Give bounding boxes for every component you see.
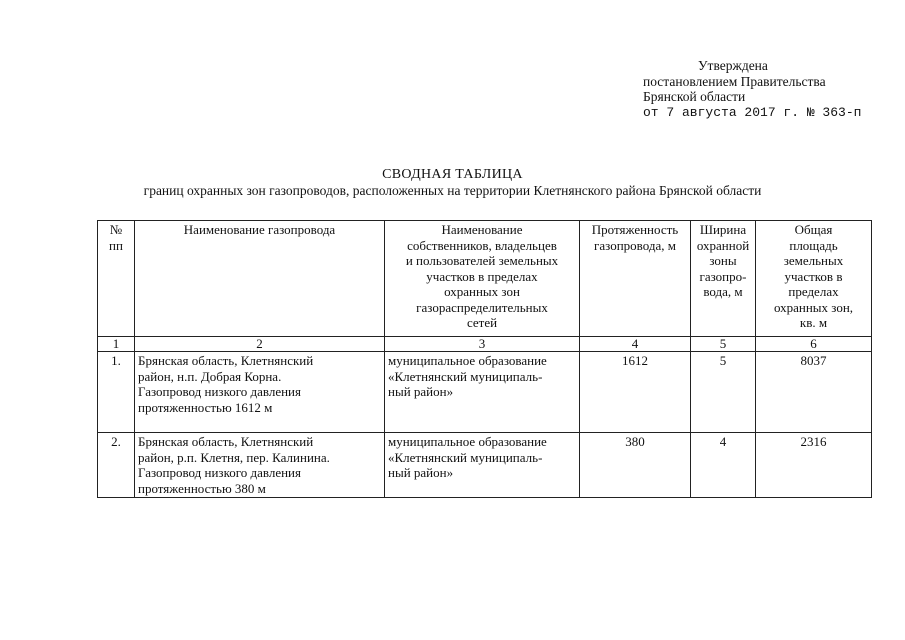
- table-header-row: [98, 221, 872, 337]
- row-area: 2316: [756, 433, 872, 498]
- row-owners: муниципальное образование «Клетнянский муниципаль- ный район»: [385, 433, 580, 498]
- row-pipeline-name: Брянская область, Клетнянский район, н.п. Добрая Корна. Газопровод низкого давления протяженностью 1612 м: [135, 352, 385, 433]
- row-length: 380: [580, 433, 691, 498]
- row-area: 8037: [756, 352, 872, 433]
- approval-line-approved: Утверждена: [698, 58, 768, 73]
- row-num: 1.: [98, 352, 135, 433]
- document-subtitle: границ охранных зон газопроводов, расположенных на территории Клетнянского района Брянской области: [143, 183, 762, 198]
- header-zone-width: Ширина охранной зоны газопро- вода, м: [691, 221, 756, 337]
- column-number: 2: [135, 337, 385, 352]
- column-number: 4: [580, 337, 691, 352]
- table-row: [98, 433, 872, 498]
- approval-stamp: [643, 58, 883, 120]
- approval-line-resolution: постановлением Правительства: [643, 73, 826, 89]
- approval-line-region: Брянской области: [643, 89, 746, 104]
- header-area: Общая площадь земельных участков в пределах охранных зон, кв. м: [756, 221, 872, 337]
- row-owners: муниципальное образование «Клетнянский муниципаль- ный район»: [385, 352, 580, 433]
- row-zone-width: 4: [691, 433, 756, 498]
- document-title: СВОДНАЯ ТАБЛИЦА: [382, 167, 523, 182]
- header-length: Протяженность газопровода, м: [580, 221, 691, 337]
- header-owners: Наименование собственников, владельцев и пользователей земельных участков в пределах охранных зон газораспределительных сетей: [385, 221, 580, 337]
- header-pipeline-name: Наименование газопровода: [135, 221, 385, 337]
- summary-table: [97, 220, 872, 498]
- row-pipeline-name: Брянская область, Клетнянский район, р.п. Клетня, пер. Калинина. Газопровод низкого давления протяженностью 380 м: [135, 433, 385, 498]
- column-number: 5: [691, 337, 756, 352]
- column-number-row: [98, 337, 872, 352]
- approval-line-date-number: от 7 августа 2017 г. № 363-п: [643, 104, 862, 120]
- table-row: [98, 352, 872, 433]
- column-number: 3: [385, 337, 580, 352]
- header-num: № пп: [98, 221, 135, 337]
- row-num: 2.: [98, 433, 135, 498]
- column-number: 6: [756, 337, 872, 352]
- column-number: 1: [98, 337, 135, 352]
- row-zone-width: 5: [691, 352, 756, 433]
- row-length: 1612: [580, 352, 691, 433]
